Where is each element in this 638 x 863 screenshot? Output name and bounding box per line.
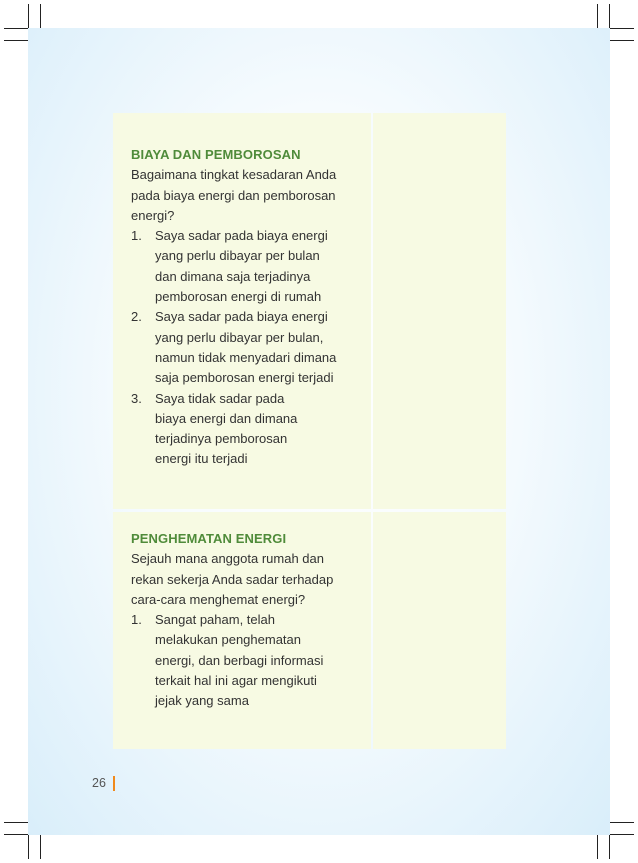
crop-mark: [597, 835, 598, 859]
option-item: [131, 226, 376, 307]
crop-mark: [4, 40, 28, 41]
option-line: melakukan penghematan: [155, 632, 301, 648]
option-line: Saya tidak sadar pada: [155, 390, 285, 406]
crop-mark: [4, 28, 28, 29]
crop-mark: [4, 834, 28, 835]
crop-mark: [28, 4, 29, 28]
crop-mark: [610, 28, 634, 29]
section-penghematan: [131, 529, 376, 712]
option-line: yang perlu dibayar per bulan,: [155, 329, 324, 345]
crop-mark: [28, 835, 29, 859]
option-text: [155, 610, 376, 711]
crop-mark: [40, 4, 41, 28]
answer-cell[interactable]: [373, 113, 506, 509]
option-text: [155, 307, 376, 388]
option-text: [155, 389, 376, 470]
option-line: terjadinya pemborosan: [155, 431, 288, 447]
option-number: 1.: [131, 612, 142, 628]
option-line: energi, dan berbagi informasi: [155, 652, 324, 668]
option-number: 1.: [131, 228, 142, 244]
crop-mark: [4, 822, 28, 823]
crop-mark: [610, 834, 634, 835]
option-line: energi itu terjadi: [155, 451, 248, 467]
crop-mark: [597, 4, 598, 28]
option-line: saja pemborosan energi terjadi: [155, 370, 334, 386]
crop-mark: [609, 835, 610, 859]
question-line: energi?: [131, 207, 175, 223]
section-heading: PENGHEMATAN ENERGI: [131, 531, 287, 546]
question-line: pada biaya energi dan pemborosan: [131, 187, 336, 203]
option-item: [131, 389, 376, 470]
option-line: Saya sadar pada biaya energi: [155, 309, 328, 325]
page-number: 26: [92, 776, 106, 790]
option-line: Sangat paham, telah: [155, 612, 275, 628]
section-biaya: [131, 145, 376, 470]
question-text: [131, 549, 376, 610]
question-text: [131, 165, 376, 226]
questionnaire-table: [113, 113, 506, 749]
option-line: jejak yang sama: [155, 693, 249, 709]
option-line: dan dimana saja terjadinya: [155, 268, 311, 284]
option-item: [131, 307, 376, 388]
section-heading: BIAYA DAN PEMBOROSAN: [131, 147, 301, 162]
option-line: Saya sadar pada biaya energi: [155, 228, 328, 244]
option-line: terkait hal ini agar mengikuti: [155, 673, 317, 689]
option-line: namun tidak menyadari dimana: [155, 349, 337, 365]
option-line: yang perlu dibayar per bulan: [155, 248, 320, 264]
crop-mark: [610, 40, 634, 41]
page-number-bar: [113, 776, 115, 791]
option-number: 2.: [131, 309, 142, 325]
crop-mark: [610, 822, 634, 823]
crop-mark: [40, 835, 41, 859]
option-number: 3.: [131, 390, 142, 406]
answer-cell[interactable]: [373, 512, 506, 749]
option-line: pemborosan energi di rumah: [155, 289, 322, 305]
question-line: Sejauh mana anggota rumah dan: [131, 551, 324, 567]
crop-mark: [609, 4, 610, 28]
question-line: cara-cara menghemat energi?: [131, 591, 306, 607]
question-line: rekan sekerja Anda sadar terhadap: [131, 571, 334, 587]
option-line: biaya energi dan dimana: [155, 410, 298, 426]
option-text: [155, 226, 376, 307]
option-item: [131, 610, 376, 711]
question-line: Bagaimana tingkat kesadaran Anda: [131, 167, 337, 183]
